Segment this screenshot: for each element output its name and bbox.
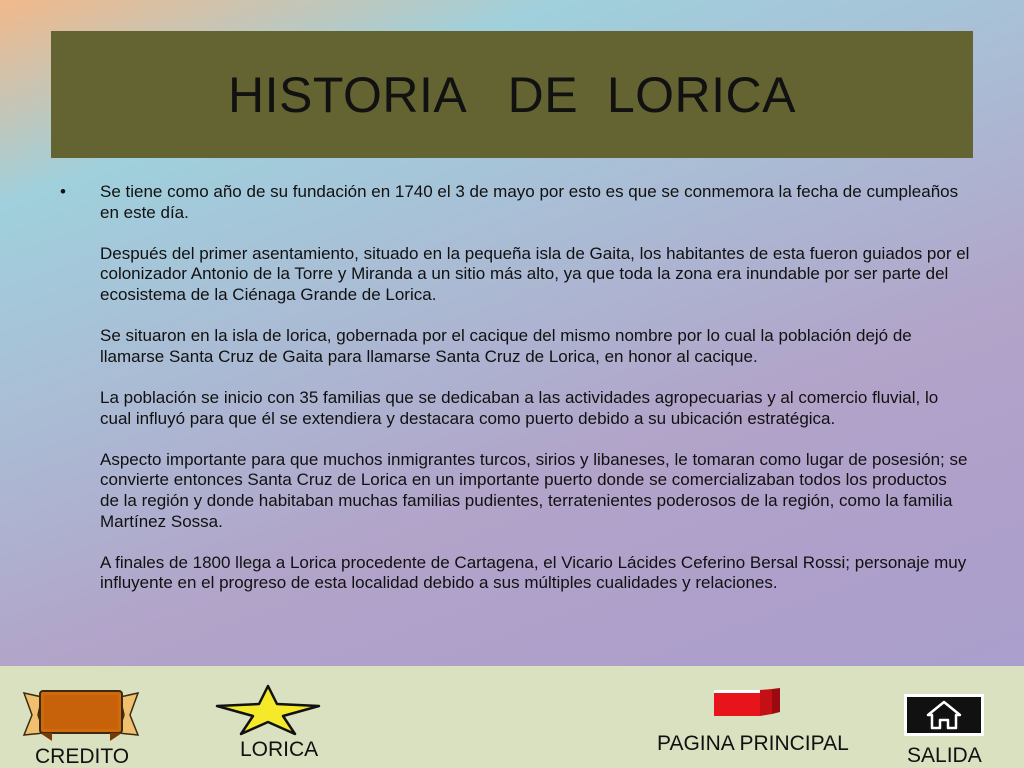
star-icon[interactable] [215,684,321,736]
content-area [60,182,970,594]
paragraph-settlement: Después del primer asentamiento, situado en la pequeña isla de Gaita, los habitantes de esta fueron guiados por el colonizador Antonio de la Torre y Miranda a un sitio más alto, ya que toda la zona era inundable por ser parte del ecosistema de la Ciénaga Grande de Lorica. [100,243,970,304]
paragraph-list [100,182,970,594]
pagina-principal-button[interactable] [640,666,860,768]
lorica-label: LORICA [240,738,319,761]
bullet-item [60,182,970,594]
salida-label: SALIDA [907,744,982,767]
paragraph-immigrants: Aspecto importante para que muchos inmigrantes turcos, sirios y libaneses, le tomaran como lugar de posesión; se convierte entonces Santa Cruz de Lorica en un importante puerto donde se comercializaban todos los productos de la región y donde habitaban muchas familias pudientes, terratenientes poderosos de la región, como la familia Martínez Sossa. [100,449,968,531]
salida-button[interactable] [895,666,1005,768]
footer-nav [0,666,1024,768]
paragraph-cacique: Se situaron en la isla de lorica, gobernada por el cacique del mismo nombre por lo cual la población dejó de llamarse Santa Cruz de Gaita para llamarse Santa Cruz de Lorica, en honor al cacique. [100,326,912,366]
lorica-button[interactable] [200,666,340,768]
credito-label: CREDITO [35,745,130,768]
paragraph-vicario: A finales de 1800 llega a Lorica procedente de Cartagena, el Vicario Lácides Ceferino Bersal Rossi; personaje muy influyente en el progreso de esta localidad debido a sus múltiples cualidades y relaciones. [100,552,967,593]
home-icon[interactable] [904,694,984,736]
paragraph-population: La población se inicio con 35 familias que se dedicaban a las actividades agropecuarias y al comercio fluvial, lo cual influyó para que él se extendiera y destacara como puerto debido a su ubicación estratégica. [100,387,939,428]
pagina-principal-label: PAGINA PRINCIPAL [657,732,849,755]
credito-button[interactable] [0,666,170,768]
page-title: HISTORIA DE LORICA [227,66,797,123]
flag-icon[interactable] [712,686,782,722]
ribbon-banner-icon[interactable] [22,685,140,743]
title-bar [51,31,973,158]
paragraph-foundation: Se tiene como año de su fundación en 1740 el 3 de mayo por esto es que se conmemora la fecha de cumpleaños en este día. [100,182,959,222]
bullet-marker: • [60,182,66,201]
